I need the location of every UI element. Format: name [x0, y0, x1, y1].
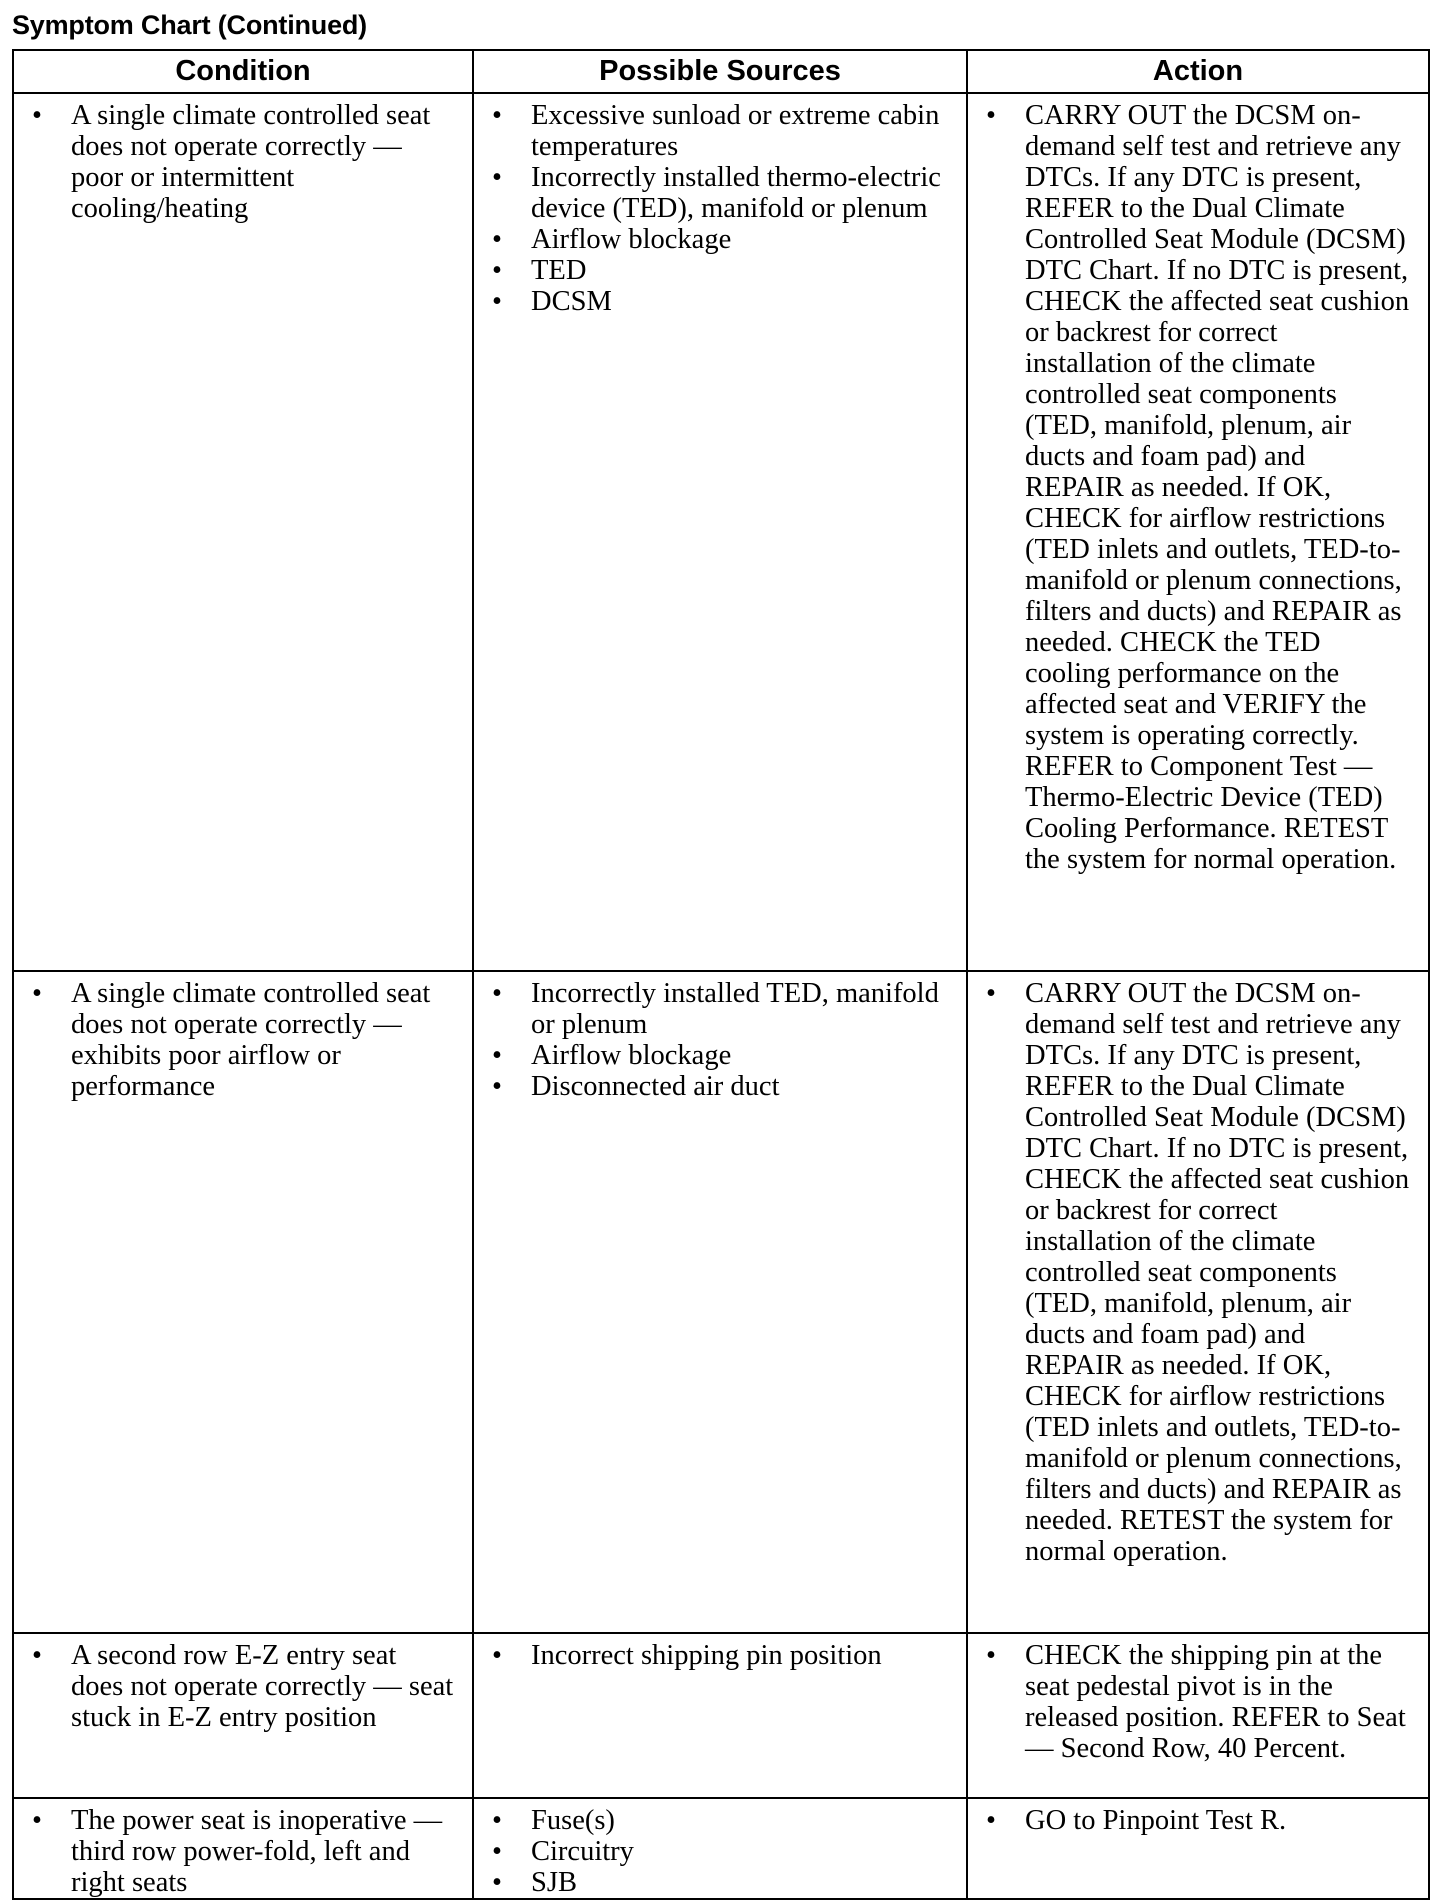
action-text: • CARRY OUT the DCSM on-demand self test and retrieve any DTCs. If any DTC is present, REFER to the Dual Climate Controlled Seat Module (DCSM) DTC Chart. If no DTC is present, CHECK the affected seat cushion or backrest for correct installation of the climate controlled seat components (TED, manifold, plenum, air ducts and foam pad) and REPAIR as needed. If OK, CHECK for airflow restrictions (TED inlets and outlets, TED-to-manifold or plenum connections, filters and ducts) and REPAIR as needed. CHECK the TED cooling performance on the affected seat and VERIFY the system is operating correctly. REFER to Component Test — Thermo-Electric Device (TED) Cooling Performance. RETEST the system for normal operation.	[980, 100, 1410, 875]
source-item: • Incorrectly installed thermo-electric device (TED), manifold or plenum	[486, 162, 948, 224]
source-item: • Incorrectly installed TED, manifold or plenum	[486, 978, 948, 1040]
condition-text: • The power seat is inoperative — third row power-fold, left and right seats	[26, 1805, 454, 1898]
table-row	[13, 971, 1429, 1633]
condition-header: Condition	[13, 50, 473, 93]
source-item: • Fuse(s)	[486, 1805, 948, 1836]
sources-cell	[473, 1798, 967, 1899]
source-item: • SJB	[486, 1867, 948, 1898]
source-item: • DCSM	[486, 286, 948, 317]
possible-sources-header: Possible Sources	[473, 50, 967, 93]
condition-text: • A second row E-Z entry seat does not operate correctly — seat stuck in E-Z entry position	[26, 1640, 454, 1733]
source-item: • Disconnected air duct	[486, 1071, 948, 1102]
source-item: • Incorrect shipping pin position	[486, 1640, 948, 1671]
header-row	[13, 50, 1429, 93]
sources-cell	[473, 1633, 967, 1798]
sources-cell	[473, 93, 967, 971]
symptom-chart-table	[12, 49, 1430, 1900]
table-row	[13, 1798, 1429, 1899]
source-item: • TED	[486, 255, 948, 286]
action-cell	[967, 971, 1429, 1633]
action-cell	[967, 1798, 1429, 1899]
action-header: Action	[967, 50, 1429, 93]
source-item: • Circuitry	[486, 1836, 948, 1867]
condition-cell	[13, 1798, 473, 1899]
action-cell	[967, 93, 1429, 971]
source-item: • Airflow blockage	[486, 1040, 948, 1071]
table-row	[13, 1633, 1429, 1798]
action-text: • GO to Pinpoint Test R.	[980, 1805, 1410, 1836]
chart-title: Symptom Chart (Continued)	[12, 10, 367, 40]
source-item: • Excessive sunload or extreme cabin temperatures	[486, 100, 948, 162]
condition-cell	[13, 971, 473, 1633]
sources-cell	[473, 971, 967, 1633]
condition-text: • A single climate controlled seat does not operate correctly — exhibits poor airflow or performance	[26, 978, 454, 1102]
condition-text: • A single climate controlled seat does not operate correctly — poor or intermittent cooling/heating	[26, 100, 454, 224]
action-text: • CHECK the shipping pin at the seat pedestal pivot is in the released position. REFER to Seat — Second Row, 40 Percent.	[980, 1640, 1410, 1764]
action-text: • CARRY OUT the DCSM on-demand self test and retrieve any DTCs. If any DTC is present, REFER to the Dual Climate Controlled Seat Module (DCSM) DTC Chart. If no DTC is present, CHECK the affected seat cushion or backrest for correct installation of the climate controlled seat components (TED, manifold, plenum, air ducts and foam pad) and REPAIR as needed. If OK, CHECK for airflow restrictions (TED inlets and outlets, TED-to-manifold or plenum connections, filters and ducts) and REPAIR as needed. RETEST the system for normal operation.	[980, 978, 1410, 1567]
table-row	[13, 93, 1429, 971]
action-cell	[967, 1633, 1429, 1798]
condition-cell	[13, 1633, 473, 1798]
condition-cell	[13, 93, 473, 971]
source-item: • Airflow blockage	[486, 224, 948, 255]
